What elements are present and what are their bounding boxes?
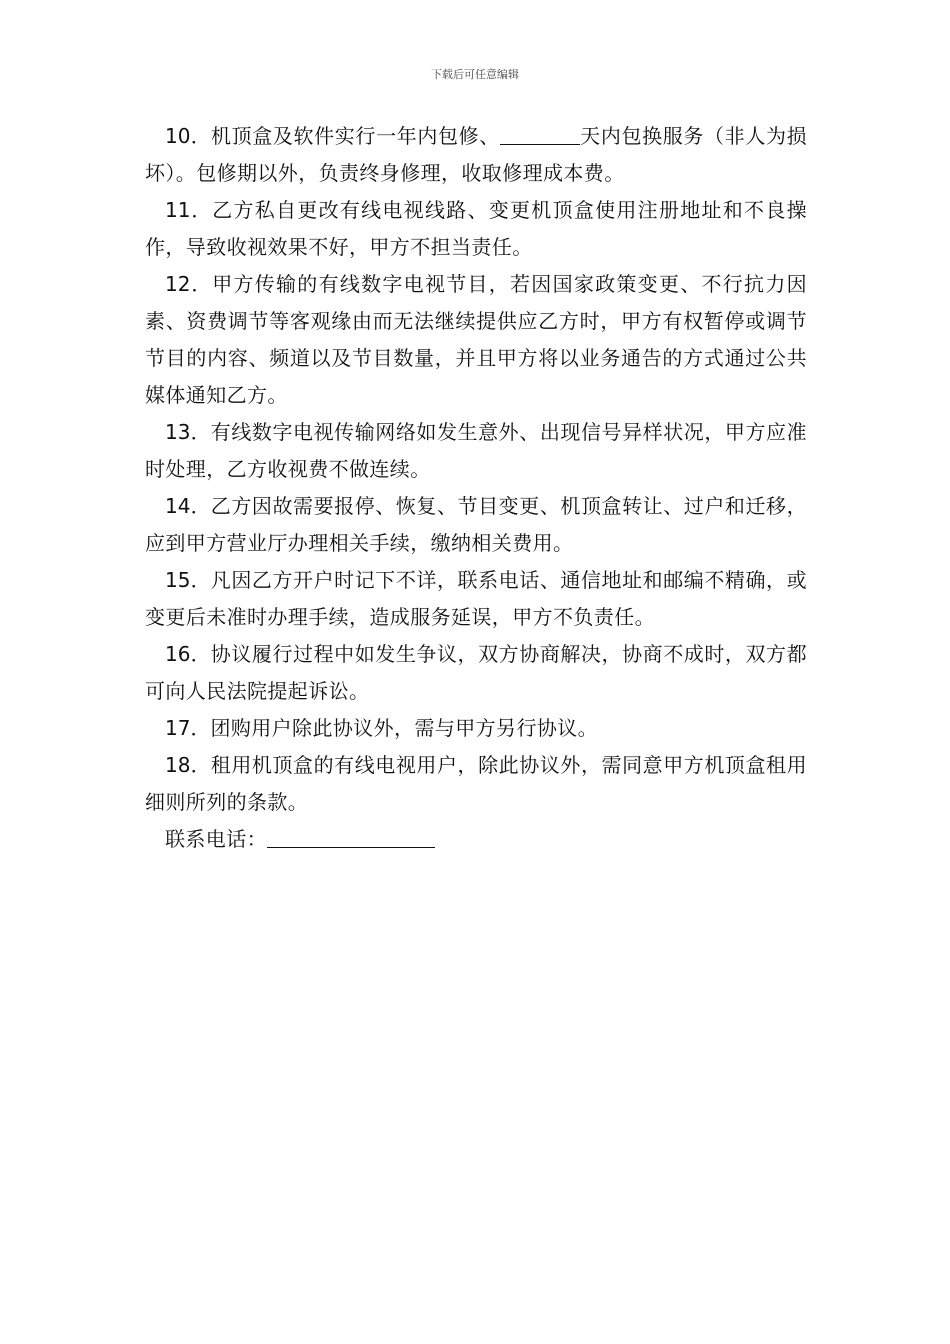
clause-14 <box>145 488 807 562</box>
clause-number: 11． <box>165 198 213 222</box>
clause-number: 17． <box>165 716 211 740</box>
clause-18 <box>145 747 807 821</box>
clause-15 <box>145 562 807 636</box>
clause-text: 凡因乙方开户时记下不详，联系电话、通信地址和邮编不精确，或变更后未准时办理手续，造成服务延误，甲方不负责任。 <box>145 568 807 629</box>
clause-number: 12． <box>165 272 213 296</box>
clause-number: 15． <box>165 568 211 592</box>
clause-12 <box>145 266 807 414</box>
contact-line <box>145 821 807 858</box>
contact-phone-blank <box>267 827 435 848</box>
clause-11 <box>145 192 807 266</box>
clause-16 <box>145 636 807 710</box>
clause-17 <box>145 710 807 747</box>
clause-number: 13． <box>165 420 211 444</box>
clause-text: 团购用户除此协议外，需与甲方另行协议。 <box>210 716 599 740</box>
clause-13 <box>145 414 807 488</box>
clause-text: 协议履行过程中如发生争议，双方协商解决，协商不成时，双方都可向人民法院提起诉讼。 <box>145 642 807 703</box>
clause-text-part2: 天内包换服务（非人为损坏）。包修期以外，负责终身修理，收取修理成本费。 <box>145 124 807 185</box>
clause-10 <box>145 118 807 192</box>
fill-in-blank-days <box>500 124 580 145</box>
clause-text: 甲方传输的有线数字电视节目，若因国家政策变更、不行抗力因素、资费调节等客观缘由而无法继续提供应乙方时，甲方有权暂停或调节节目的内容、频道以及节目数量，并且甲方将以业务通告的方式通过公共媒体通知乙方。 <box>145 272 807 407</box>
clause-text: 乙方私自更改有线电视线路、变更机顶盒使用注册地址和不良操作，导致收视效果不好，甲方不担当责任。 <box>145 198 807 259</box>
clause-number: 18． <box>165 753 211 777</box>
contact-label: 联系电话： <box>165 827 267 851</box>
page-header: 下载后可任意编辑 <box>431 68 519 81</box>
clause-text: 有线数字电视传输网络如发生意外、出现信号异样状况，甲方应准时处理，乙方收视费不做连续。 <box>145 420 807 481</box>
clause-text: 乙方因故需要报停、恢复、节目变更、机顶盒转让、过户和迁移，应到甲方营业厅办理相关手续，缴纳相关费用。 <box>145 494 807 555</box>
clause-number: 10． <box>165 124 211 148</box>
clause-text: 租用机顶盒的有线电视用户，除此协议外，需同意甲方机顶盒租用细则所列的条款。 <box>145 753 807 814</box>
clause-number: 14． <box>165 494 211 518</box>
clause-text-part1: 机顶盒及软件实行一年内包修、 <box>210 124 500 148</box>
document-body <box>145 118 807 858</box>
clause-number: 16． <box>165 642 211 666</box>
